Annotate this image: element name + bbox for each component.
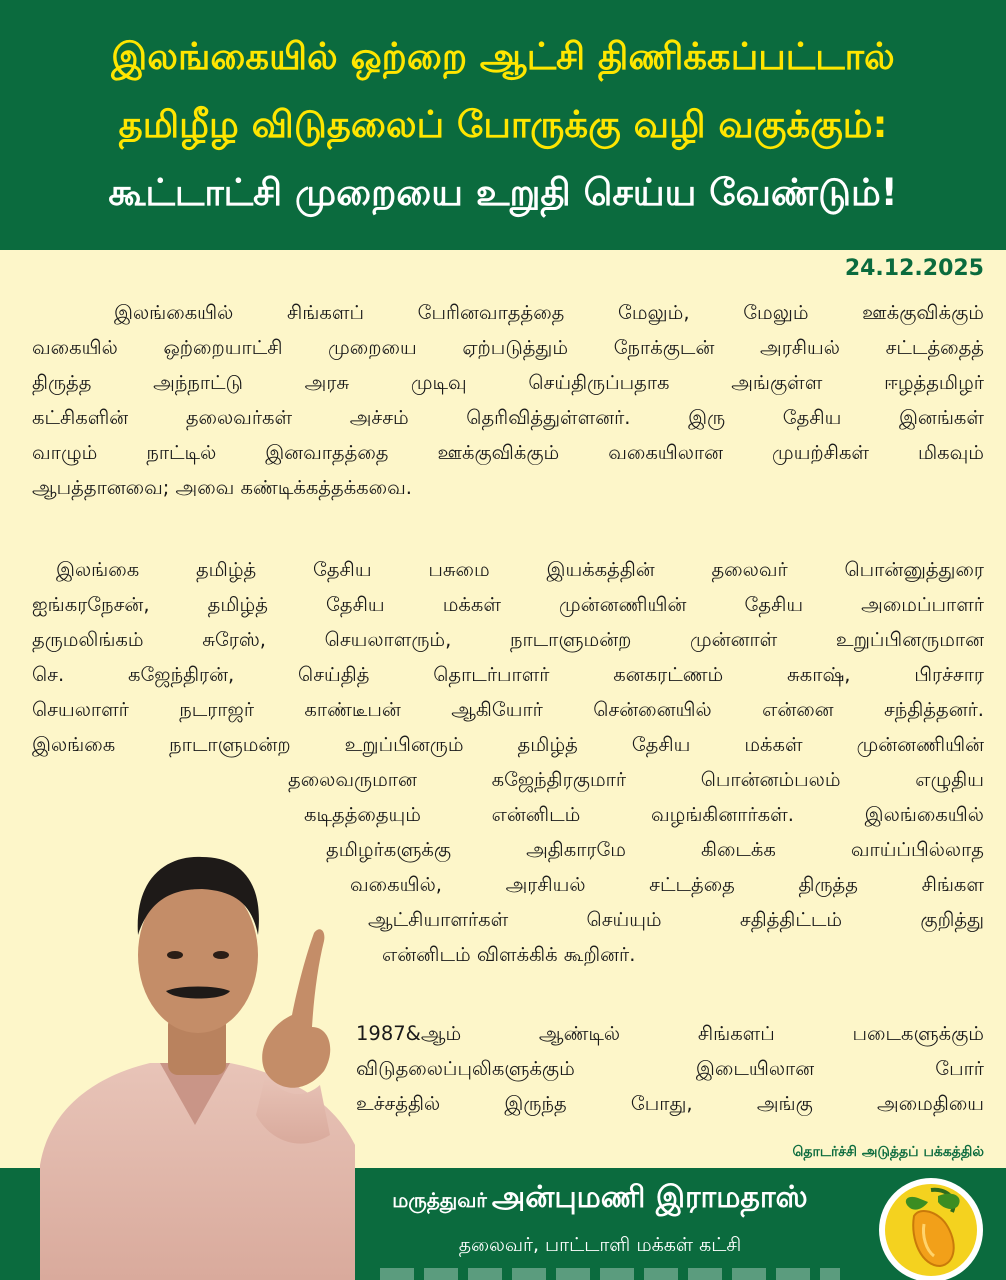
signature-fullname: அன்புமணி இராமதாஸ்: [491, 1180, 808, 1215]
paragraph-2-line: செயலாளர் நடராஜர் காண்டீபன் ஆகியோர் சென்னையில் என்னை சந்தித்தனர்.: [32, 698, 984, 721]
mango-party-logo-icon: [872, 1172, 990, 1280]
paragraph-2-line: இலங்கை நாடாளுமன்ற உறுப்பினரும் தமிழ்த் தேசிய மக்கள் முன்னணியின்: [32, 733, 984, 756]
paragraph-3-line: விடுதலைப்புலிகளுக்கும் இடையிலான போர்: [356, 1057, 984, 1080]
paragraph-1-line: ஆபத்தானவை; அவை கண்டிக்கத்தக்கவை.: [32, 476, 412, 499]
signature-name: [340, 1180, 860, 1219]
headline-line-3: கூட்டாட்சி முறையை உறுதி செய்ய வேண்டும்!: [108, 171, 898, 214]
paragraph-2-line: வகையில், அரசியல் சட்டத்தை திருத்த சிங்கள: [350, 873, 984, 896]
paragraph-2-line: கடிதத்தையும் என்னிடம் வழங்கினார்கள். இலங்கையில்: [304, 803, 984, 826]
paragraph-3-line: 1987&ஆம் ஆண்டில் சிங்களப் படைகளுக்கும்: [356, 1022, 984, 1045]
paragraph-2-line: தலைவருமான கஜேந்திரகுமார் பொன்னம்பலம் எழுதிய: [288, 768, 984, 791]
footer-faint-text: [380, 1268, 840, 1280]
paragraph-1-line: கட்சிகளின் தலைவர்கள் அச்சம் தெரிவித்துள்ளனர். இரு தேசிய இனங்கள்: [32, 406, 984, 429]
paragraph-2-line: தருமலிங்கம் சுரேஸ், செயலாளரும், நாடாளுமன்ற முன்னாள் உறுப்பினருமான: [32, 628, 984, 651]
paragraph-3-line: உச்சத்தில் இருந்த போது, அங்கு அமைதியை: [356, 1092, 984, 1115]
headline-banner: [0, 0, 1006, 250]
release-date: 24.12.2025: [844, 256, 984, 281]
paragraph-1-line: வாழும் நாட்டில் இனவாதத்தை ஊக்குவிக்கும் வகையிலான முயற்சிகள் மிகவும்: [32, 441, 984, 464]
signature-prefix: மருத்துவர்: [392, 1188, 487, 1212]
continued-note: தொடர்ச்சி அடுத்தப் பக்கத்தில்: [792, 1144, 984, 1160]
paragraph-3: [356, 1016, 984, 1121]
headline-line-2: தமிழீழ விடுதலைப் போருக்கு வழி வகுக்கும்:: [118, 103, 888, 146]
paragraph-1-line: வகையில் ஒற்றையாட்சி முறையை ஏற்படுத்தும் நோக்குடன் அரசியல் சட்டத்தைத்: [32, 336, 984, 359]
paragraph-2-line: என்னிடம் விளக்கிக் கூறினர்.: [382, 943, 636, 966]
signature-role: தலைவர், பாட்டாளி மக்கள் கட்சி: [458, 1234, 742, 1256]
paragraph-2-line: தமிழர்களுக்கு அதிகாரமே கிடைக்க வாய்ப்பில்லாத: [326, 838, 984, 861]
paragraph-2-line: செ. கஜேந்திரன், செய்தித் தொடர்பாளர் கனகரட்ணம் சுகாஷ், பிரச்சார: [32, 663, 984, 686]
leader-portrait: [30, 805, 365, 1280]
headline-line-1: இலங்கையில் ஒற்றை ஆட்சி திணிக்கப்பட்டால்: [111, 35, 895, 78]
paragraph-1-line: இலங்கையில் சிங்களப் பேரினவாதத்தை மேலும், மேலும் ஊக்குவிக்கும்: [114, 301, 984, 324]
paragraph-2-line: ஐங்கரநேசன், தமிழ்த் தேசிய மக்கள் முன்னணியின் தேசிய அமைப்பாளர்: [32, 593, 984, 616]
paragraph-1: [32, 295, 984, 505]
paragraph-2-line: ஆட்சியாளர்கள் செய்யும் சதித்திட்டம் குறித்து: [368, 908, 984, 931]
paragraph-2-line: இலங்கை தமிழ்த் தேசிய பசுமை இயக்கத்தின் தலைவர் பொன்னுத்துரை: [56, 558, 984, 581]
paragraph-1-line: திருத்த அந்நாட்டு அரசு முடிவு செய்திருப்பதாக அங்குள்ள ஈழத்தமிழர்: [32, 371, 984, 394]
